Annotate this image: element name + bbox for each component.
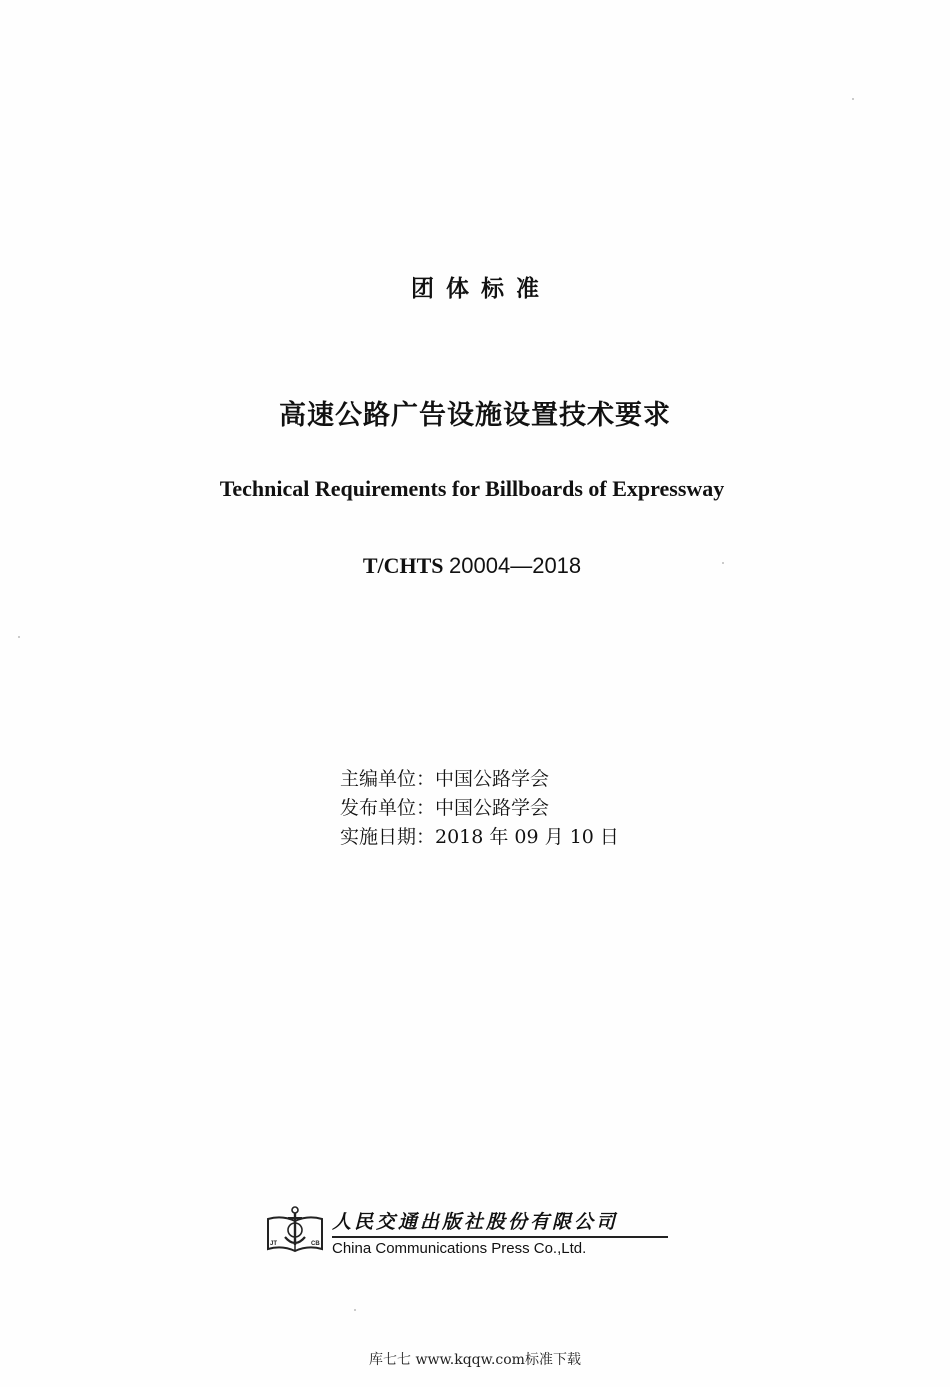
standard-code-number: 20004—2018 bbox=[449, 553, 582, 578]
meta-publisher-unit: 发布单位：中国公路学会 bbox=[340, 797, 550, 819]
publisher-name-cn: 人民交通出版社股份有限公司 bbox=[332, 1211, 619, 1233]
standard-code-prefix: T/CHTS bbox=[362, 553, 444, 578]
meta-editor-unit: 主编单位：中国公路学会 bbox=[340, 768, 550, 790]
scan-speck bbox=[354, 1309, 356, 1311]
download-watermark: 库七七 www.kqqw.com标准下载 bbox=[369, 1352, 581, 1368]
publisher-divider bbox=[332, 1236, 668, 1238]
standard-code bbox=[0, 553, 944, 579]
anchor-book-logo-icon bbox=[266, 1205, 324, 1255]
scan-speck bbox=[18, 636, 20, 638]
logo-text-left: JT bbox=[270, 1241, 278, 1247]
scan-speck bbox=[722, 562, 724, 564]
publisher-name-en: China Communications Press Co.,Ltd. bbox=[332, 1240, 587, 1257]
logo-text-right: CB bbox=[311, 1241, 320, 1247]
scan-speck bbox=[852, 98, 854, 100]
document-title-cn: 高速公路广告设施设置技术要求 bbox=[279, 400, 671, 431]
publisher-block bbox=[266, 1205, 671, 1257]
meta-effective-date: 实施日期：2018 年 09 月 10 日 bbox=[340, 826, 619, 848]
standard-category: 团体标准 bbox=[411, 276, 551, 302]
document-meta bbox=[340, 765, 619, 852]
document-title-en: Technical Requirements for Billboards of Expressway bbox=[219, 476, 725, 501]
